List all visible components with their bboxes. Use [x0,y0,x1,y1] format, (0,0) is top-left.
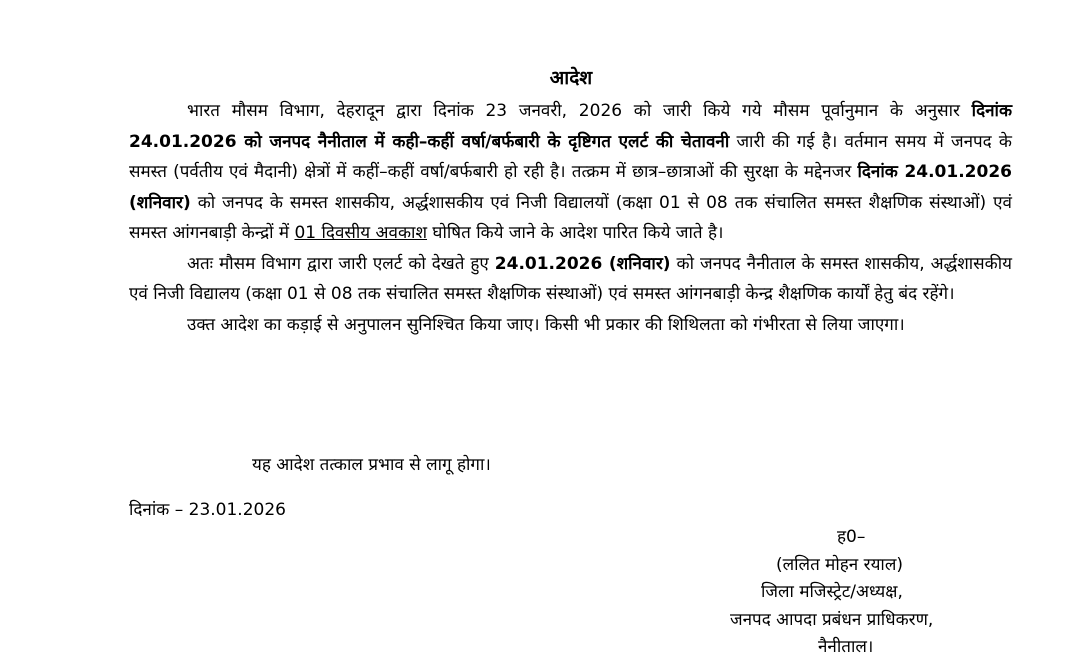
signed-mark: ह0– [837,527,866,547]
signatory-place: नैनीताल। [818,637,874,657]
para1-lead-text: भारत मौसम विभाग, देहरादून द्वारा दिनांक 23 जनवरी, 2026 को जारी किये गये मौसम पूर्वानुमान के अनुसार [187,101,972,121]
para2-lead-text: अतः मौसम विभाग द्वारा जारी एलर्ट को देखते हुए [187,253,495,274]
para2-closure-date: 24.01.2026 (शनिवार) [494,253,671,274]
para1-alert-warning: दिनांक 24.01.2026 को जनपद नैनीताल में कही–कहीं वर्षा/बर्फबारी के दृष्टिगत एलर्ट की चेतावनी [129,101,1012,152]
order-date: दिनांक – 23.01.2026 [129,500,286,520]
signature-block [700,524,1000,662]
paragraph-compliance: उक्त आदेश का कड़ाई से अनुपालन सुनिश्चित किया जाए। किसी भी प्रकार की शिथिलता को गंभीरता से लिया जाएगा। [187,314,905,335]
para1-tail-text: घोषित किये जाने के आदेश पारित किये जाते है। [427,223,724,243]
signatory-name: (ललित मोहन रयाल) [776,554,903,575]
para2-tail-text: को जनपद नैनीताल के समस्त शासकीय, अर्द्धशासकीय एवं निजी विद्यालय (कक्षा 01 से 08 तक संचालित समस्त शैक्षणिक संस्थाओं) एवं समस्त आंगनबाड़ी केन्द्र शैक्षणिक कार्यों हेतु बंद रहेंगे। [129,253,1012,304]
order-body [129,96,1012,340]
signatory-organisation: जनपद आपदा प्रबंधन प्राधिकरण, [730,609,934,630]
para1-mid-text: जारी की गई है। वर्तमान समय में जनपद के समस्त (पर्वतीय एवं मैदानी) क्षेत्रों में कहीं–कहीं वर्षा/बर्फबारी हो रही है। तत्क्रम में छात्र–छात्राओं की सुरक्षा के मद्देनजर [129,131,1012,182]
document-title: आदेश [549,67,593,89]
immediate-effect-line: यह आदेश तत्काल प्रभाव से लागू होगा। [252,455,491,475]
para1-holiday-date: दिनांक 24.01.2026 (शनिवार) [129,162,1012,213]
paragraph-weather-alert [129,96,1012,249]
paragraph-closure-order [129,249,1012,310]
para1-holiday-duration: 01 दिवसीय अवकाश [294,223,428,243]
signatory-designation: जिला मजिस्ट्रेट/अध्यक्ष, [761,582,903,602]
para1-mid2-text: को जनपद के समस्त शासकीय, अर्द्धशासकीय एवं निजी विद्यालयों (कक्षा 01 से 08 तक संचालित समस्त शैक्षणिक संस्थाओं) एवं समस्त आंगनबाड़ी केन्द्रों में [129,192,1012,243]
